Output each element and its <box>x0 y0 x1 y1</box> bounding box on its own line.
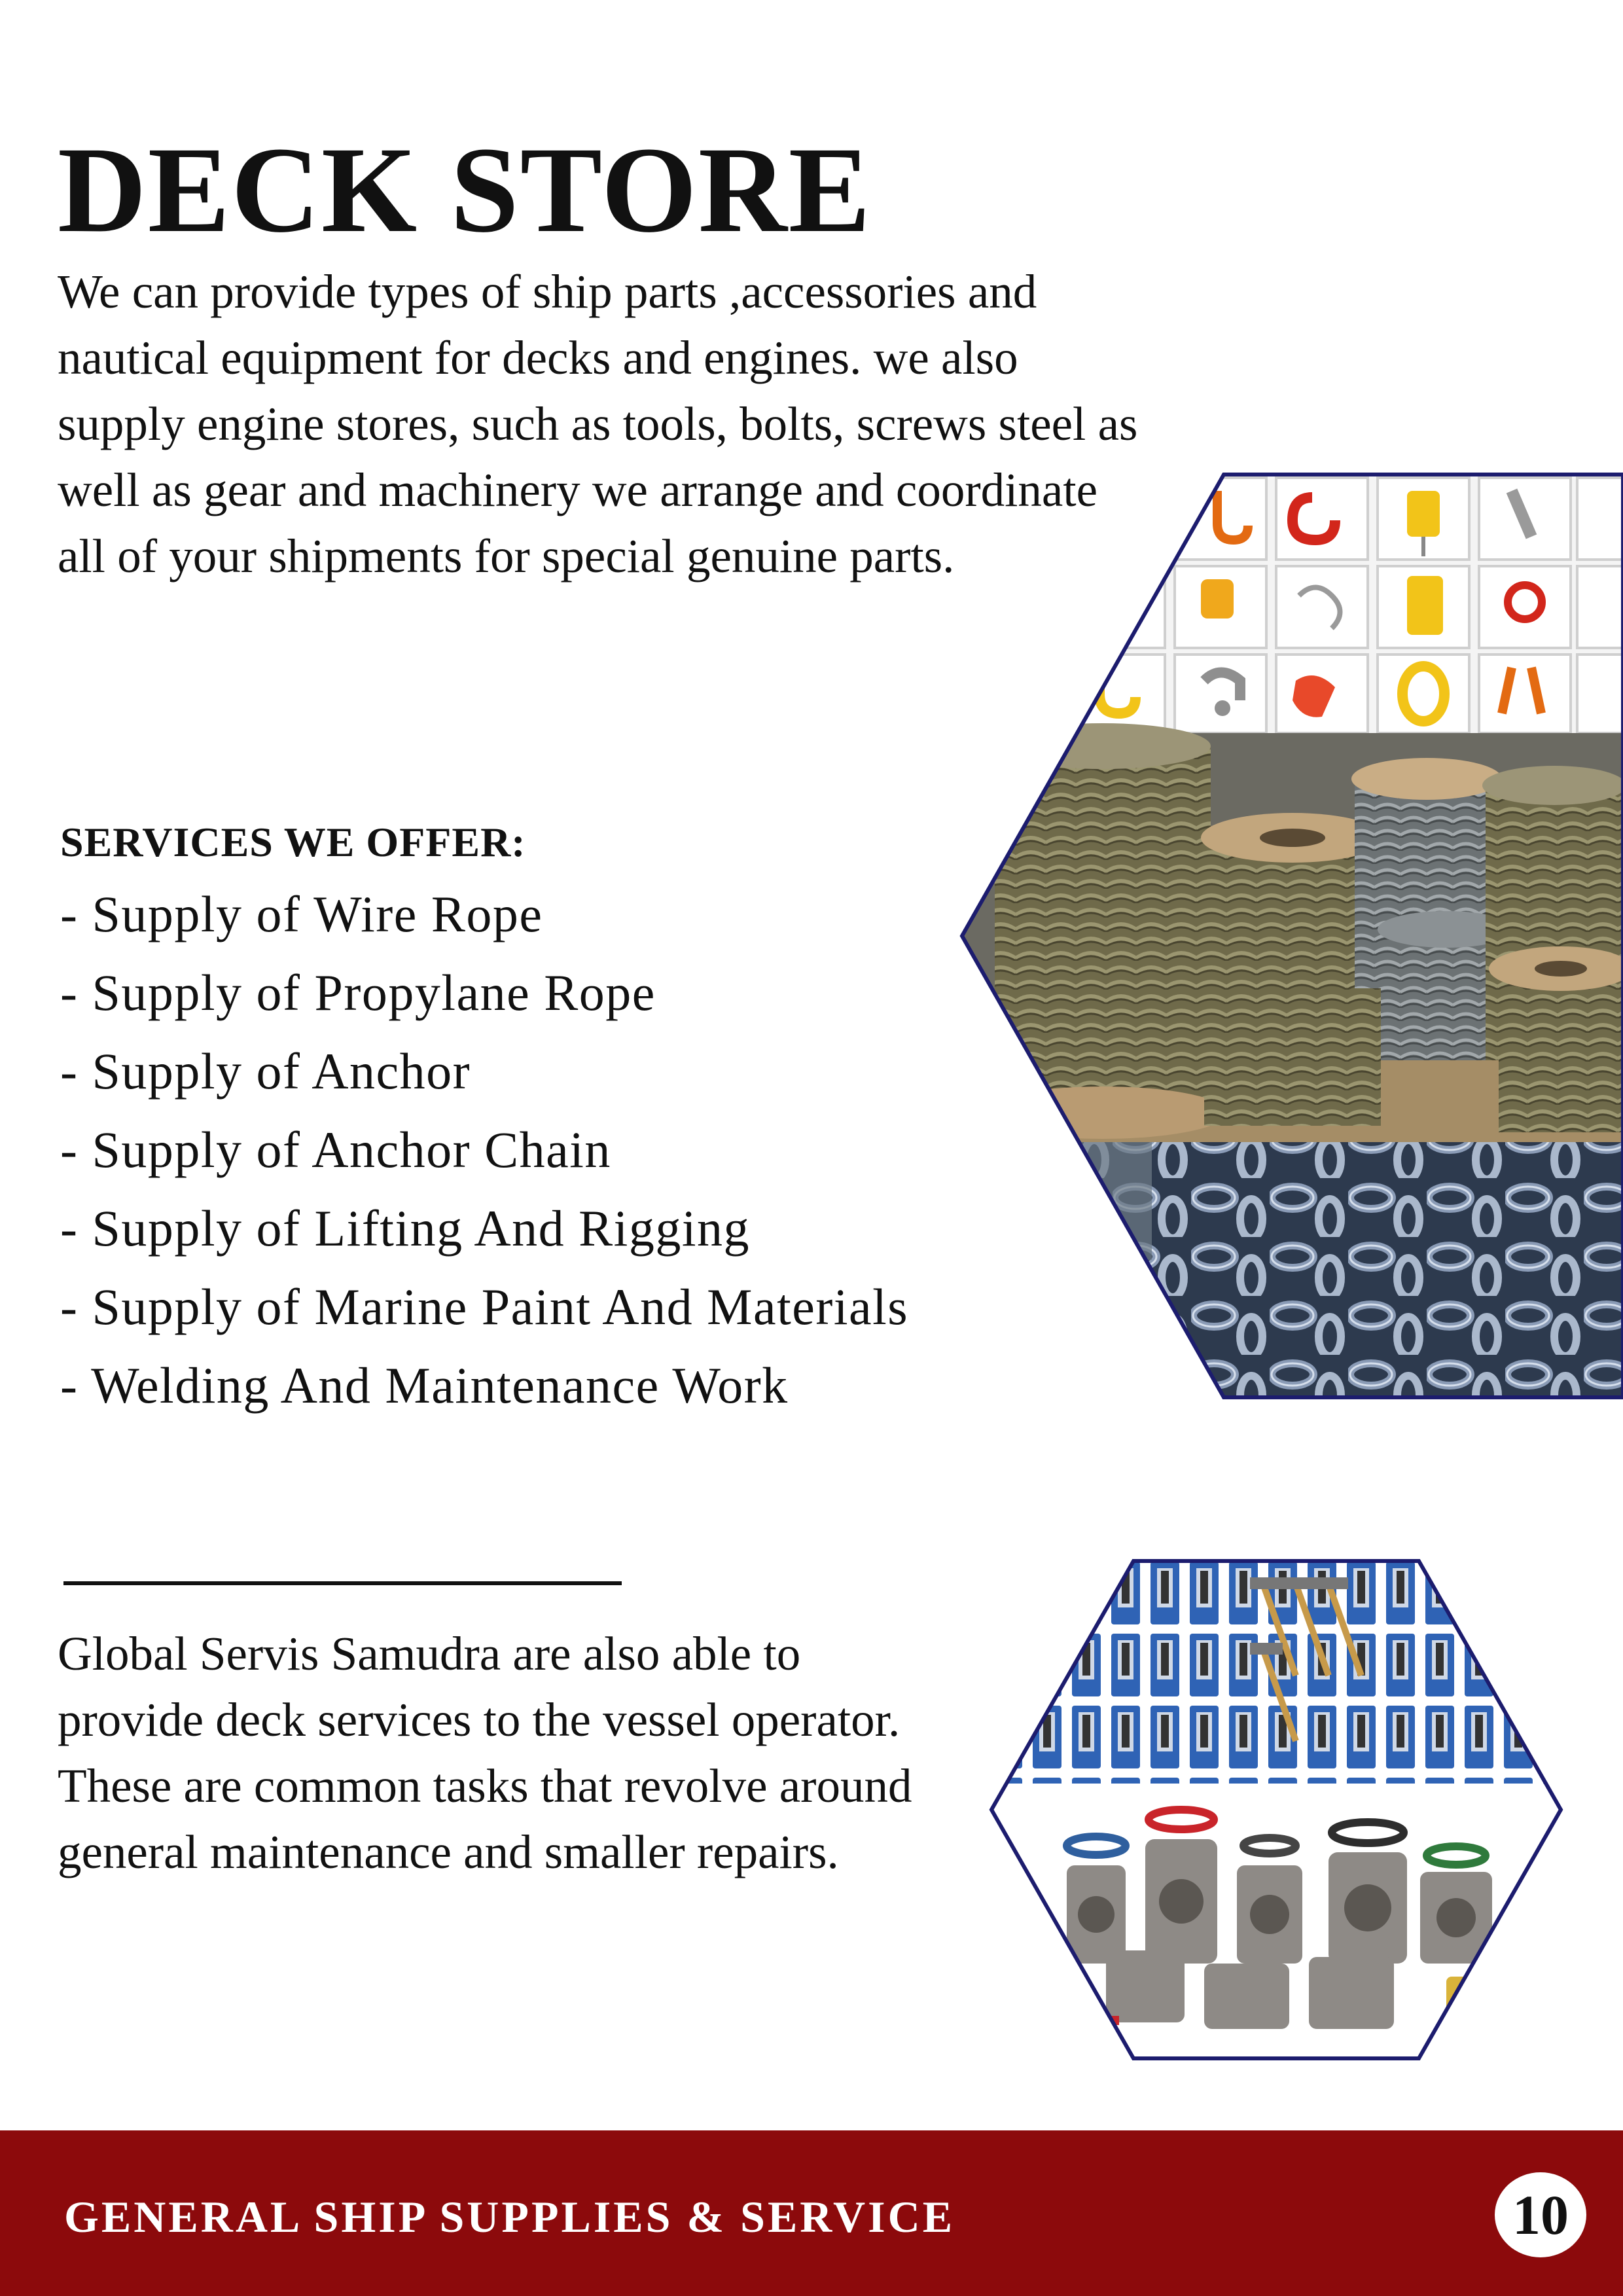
intro-paragraph: We can provide types of ship parts ,accessories and nautical equipment for decks and engines. we also supply engine stores, such as tools, bolts, screws steel as well as gear and machinery we arrange and coordinate all of your shipments for special genuine parts. <box>58 265 1138 583</box>
service-item-wire-rope: - Supply of Wire Rope <box>60 886 543 942</box>
service-item-propylane-rope: - Supply of Propylane Rope <box>60 964 656 1021</box>
service-item-anchor: - Supply of Anchor <box>60 1043 471 1100</box>
service-item-welding-maintenance: - Welding And Maintenance Work <box>60 1357 789 1414</box>
tools-and-valves-hexagon-image <box>988 1558 1564 2062</box>
service-item-anchor-chain: - Supply of Anchor Chain <box>60 1121 611 1178</box>
service-item-lifting-rigging: - Supply of Lifting And Rigging <box>60 1200 751 1257</box>
services-heading: SERVICES WE OFFER: <box>60 819 526 865</box>
services-list <box>60 886 909 1439</box>
deck-equipment-hexagon-image <box>955 471 1623 1401</box>
hand-tools-image <box>988 1558 1564 1784</box>
closing-paragraph: Global Servis Samudra are also able to provide deck services to the vessel operator. These are common tasks that revolve around general maintenance and smaller repairs. <box>58 1627 912 1878</box>
footer-label: GENERAL SHIP SUPPLIES & SERVICE <box>64 2192 955 2242</box>
section-divider <box>63 1581 622 1585</box>
page-title: DECK STORE <box>58 121 872 258</box>
wire-rope-spools-image <box>955 723 1623 1142</box>
service-item-marine-paint: - Supply of Marine Paint And Materials <box>60 1278 909 1335</box>
anchor-chain-image <box>955 1142 1623 1401</box>
marine-valves-image <box>988 1784 1564 2062</box>
lifting-hooks-image <box>955 471 1623 733</box>
page-number-badge: 10 <box>1495 2172 1586 2257</box>
